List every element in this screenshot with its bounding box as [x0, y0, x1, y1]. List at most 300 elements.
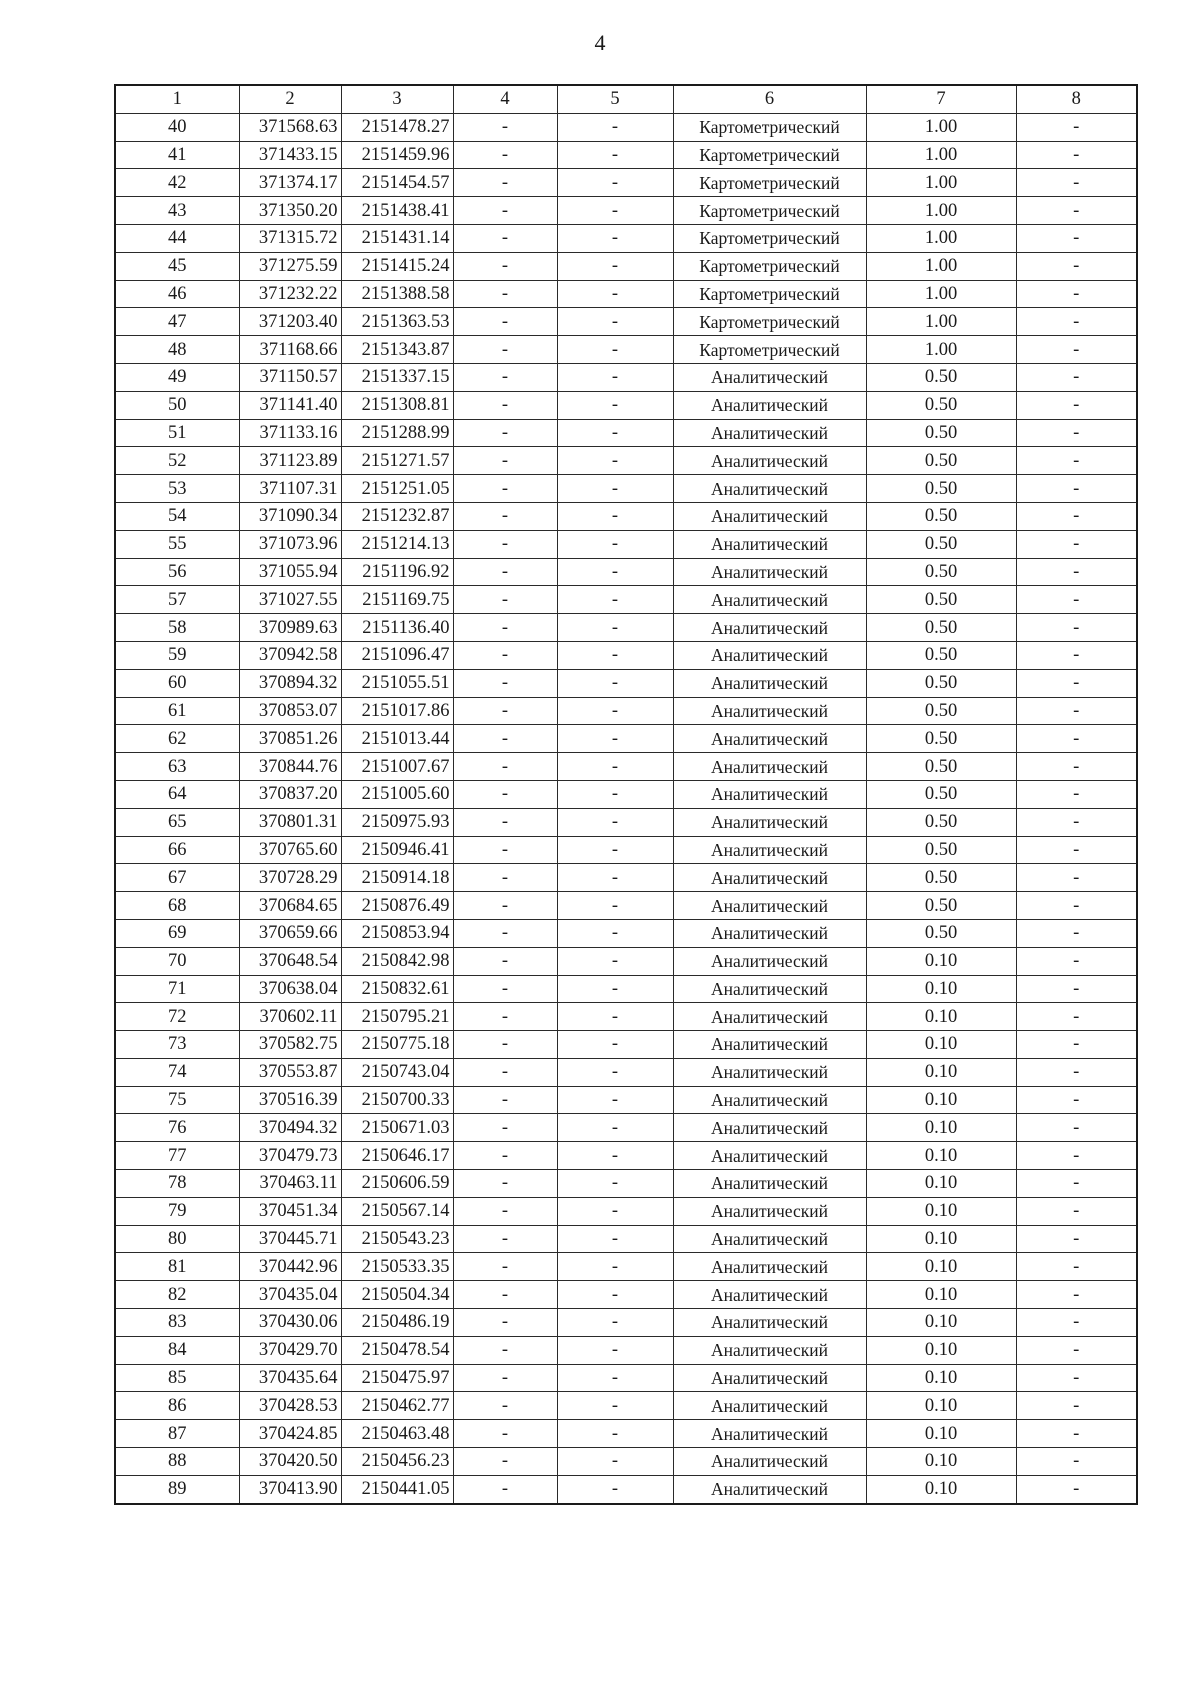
cell-accuracy: 1.00	[866, 224, 1016, 252]
cell-point-number: 88	[115, 1448, 239, 1476]
cell-accuracy: 0.50	[866, 586, 1016, 614]
cell-point-number: 47	[115, 308, 239, 336]
cell-method: Аналитический	[673, 1058, 866, 1086]
cell-point-number: 41	[115, 141, 239, 169]
cell-x-coordinate: 371150.57	[239, 363, 341, 391]
cell-method: Аналитический	[673, 1003, 866, 1031]
cell-method: Аналитический	[673, 1031, 866, 1059]
cell-col-4: -	[453, 169, 557, 197]
cell-col-5: -	[557, 1225, 673, 1253]
cell-y-coordinate: 2151454.57	[341, 169, 453, 197]
cell-col-5: -	[557, 1086, 673, 1114]
cell-accuracy: 1.00	[866, 141, 1016, 169]
cell-col-5: -	[557, 530, 673, 558]
cell-accuracy: 0.10	[866, 975, 1016, 1003]
cell-col-5: -	[557, 475, 673, 503]
cell-method: Аналитический	[673, 836, 866, 864]
cell-method: Аналитический	[673, 1336, 866, 1364]
cell-method: Аналитический	[673, 1364, 866, 1392]
cell-x-coordinate: 371168.66	[239, 336, 341, 364]
table-row	[115, 975, 1137, 1003]
cell-method: Аналитический	[673, 1170, 866, 1198]
cell-col-8: -	[1016, 1197, 1137, 1225]
table-row	[115, 391, 1137, 419]
table-row	[115, 1364, 1137, 1392]
cell-accuracy: 0.10	[866, 1281, 1016, 1309]
cell-col-8: -	[1016, 308, 1137, 336]
cell-col-4: -	[453, 363, 557, 391]
cell-x-coordinate: 371073.96	[239, 530, 341, 558]
cell-method: Аналитический	[673, 586, 866, 614]
cell-point-number: 67	[115, 864, 239, 892]
cell-accuracy: 1.00	[866, 308, 1016, 336]
table-row	[115, 1420, 1137, 1448]
cell-x-coordinate: 371232.22	[239, 280, 341, 308]
cell-col-4: -	[453, 1170, 557, 1198]
table-row	[115, 558, 1137, 586]
cell-col-5: -	[557, 697, 673, 725]
cell-x-coordinate: 370479.73	[239, 1142, 341, 1170]
cell-accuracy: 0.50	[866, 864, 1016, 892]
cell-col-4: -	[453, 808, 557, 836]
cell-col-8: -	[1016, 1392, 1137, 1420]
table-row	[115, 1475, 1137, 1503]
cell-method: Картометрический	[673, 308, 866, 336]
cell-y-coordinate: 2151271.57	[341, 447, 453, 475]
cell-method: Аналитический	[673, 864, 866, 892]
cell-point-number: 55	[115, 530, 239, 558]
table-row	[115, 169, 1137, 197]
table-row	[115, 586, 1137, 614]
cell-col-8: -	[1016, 1475, 1137, 1503]
cell-method: Аналитический	[673, 697, 866, 725]
cell-x-coordinate: 371374.17	[239, 169, 341, 197]
cell-accuracy: 1.00	[866, 113, 1016, 141]
cell-col-8: -	[1016, 975, 1137, 1003]
cell-col-4: -	[453, 197, 557, 225]
cell-accuracy: 0.50	[866, 641, 1016, 669]
cell-point-number: 50	[115, 391, 239, 419]
table-row	[115, 1448, 1137, 1476]
cell-col-4: -	[453, 1253, 557, 1281]
cell-col-4: -	[453, 975, 557, 1003]
cell-y-coordinate: 2151096.47	[341, 641, 453, 669]
table-row	[115, 363, 1137, 391]
column-header-8: 8	[1016, 85, 1137, 113]
cell-y-coordinate: 2150842.98	[341, 947, 453, 975]
cell-method: Аналитический	[673, 753, 866, 781]
cell-point-number: 68	[115, 892, 239, 920]
cell-accuracy: 0.50	[866, 447, 1016, 475]
cell-x-coordinate: 371350.20	[239, 197, 341, 225]
cell-x-coordinate: 371568.63	[239, 113, 341, 141]
cell-point-number: 60	[115, 669, 239, 697]
cell-x-coordinate: 371107.31	[239, 475, 341, 503]
cell-x-coordinate: 370430.06	[239, 1309, 341, 1337]
cell-x-coordinate: 370516.39	[239, 1086, 341, 1114]
cell-point-number: 83	[115, 1309, 239, 1337]
cell-x-coordinate: 371275.59	[239, 252, 341, 280]
cell-point-number: 61	[115, 697, 239, 725]
cell-y-coordinate: 2151055.51	[341, 669, 453, 697]
cell-x-coordinate: 370413.90	[239, 1475, 341, 1503]
cell-point-number: 62	[115, 725, 239, 753]
cell-col-5: -	[557, 169, 673, 197]
cell-col-4: -	[453, 1420, 557, 1448]
cell-y-coordinate: 2151415.24	[341, 252, 453, 280]
cell-col-8: -	[1016, 169, 1137, 197]
cell-accuracy: 0.50	[866, 892, 1016, 920]
cell-accuracy: 0.10	[866, 1225, 1016, 1253]
cell-point-number: 65	[115, 808, 239, 836]
cell-point-number: 43	[115, 197, 239, 225]
cell-col-5: -	[557, 586, 673, 614]
cell-x-coordinate: 370844.76	[239, 753, 341, 781]
cell-col-4: -	[453, 391, 557, 419]
cell-col-4: -	[453, 864, 557, 892]
cell-accuracy: 0.50	[866, 530, 1016, 558]
cell-col-5: -	[557, 1448, 673, 1476]
table-row	[115, 280, 1137, 308]
cell-col-5: -	[557, 1364, 673, 1392]
cell-col-8: -	[1016, 141, 1137, 169]
cell-point-number: 54	[115, 502, 239, 530]
cell-col-8: -	[1016, 447, 1137, 475]
cell-method: Картометрический	[673, 113, 866, 141]
table-row	[115, 1170, 1137, 1198]
cell-method: Картометрический	[673, 141, 866, 169]
cell-col-5: -	[557, 947, 673, 975]
cell-col-4: -	[453, 919, 557, 947]
cell-col-4: -	[453, 614, 557, 642]
cell-col-8: -	[1016, 1364, 1137, 1392]
cell-col-8: -	[1016, 558, 1137, 586]
cell-method: Аналитический	[673, 475, 866, 503]
cell-y-coordinate: 2150832.61	[341, 975, 453, 1003]
cell-col-5: -	[557, 558, 673, 586]
cell-col-5: -	[557, 864, 673, 892]
cell-col-5: -	[557, 502, 673, 530]
cell-col-5: -	[557, 614, 673, 642]
cell-point-number: 76	[115, 1114, 239, 1142]
cell-point-number: 59	[115, 641, 239, 669]
cell-method: Аналитический	[673, 447, 866, 475]
table-row	[115, 530, 1137, 558]
cell-col-8: -	[1016, 1086, 1137, 1114]
cell-col-5: -	[557, 447, 673, 475]
cell-accuracy: 0.10	[866, 1309, 1016, 1337]
cell-method: Аналитический	[673, 919, 866, 947]
cell-point-number: 53	[115, 475, 239, 503]
cell-x-coordinate: 370424.85	[239, 1420, 341, 1448]
cell-col-4: -	[453, 1225, 557, 1253]
cell-point-number: 70	[115, 947, 239, 975]
cell-y-coordinate: 2150543.23	[341, 1225, 453, 1253]
cell-x-coordinate: 371133.16	[239, 419, 341, 447]
cell-x-coordinate: 371027.55	[239, 586, 341, 614]
column-header-5: 5	[557, 85, 673, 113]
cell-col-4: -	[453, 1114, 557, 1142]
cell-col-4: -	[453, 308, 557, 336]
cell-y-coordinate: 2151232.87	[341, 502, 453, 530]
cell-y-coordinate: 2151431.14	[341, 224, 453, 252]
cell-x-coordinate: 370451.34	[239, 1197, 341, 1225]
cell-accuracy: 0.10	[866, 1031, 1016, 1059]
cell-point-number: 45	[115, 252, 239, 280]
cell-method: Аналитический	[673, 1448, 866, 1476]
cell-accuracy: 0.10	[866, 1448, 1016, 1476]
cell-col-8: -	[1016, 1170, 1137, 1198]
table-row	[115, 1392, 1137, 1420]
cell-col-5: -	[557, 1003, 673, 1031]
column-header-3: 3	[341, 85, 453, 113]
cell-col-4: -	[453, 1058, 557, 1086]
cell-y-coordinate: 2150475.97	[341, 1364, 453, 1392]
cell-accuracy: 0.10	[866, 1475, 1016, 1503]
cell-method: Картометрический	[673, 197, 866, 225]
cell-accuracy: 0.10	[866, 1420, 1016, 1448]
cell-accuracy: 0.10	[866, 1364, 1016, 1392]
cell-col-8: -	[1016, 1225, 1137, 1253]
cell-y-coordinate: 2150462.77	[341, 1392, 453, 1420]
cell-accuracy: 0.50	[866, 808, 1016, 836]
cell-point-number: 42	[115, 169, 239, 197]
cell-point-number: 58	[115, 614, 239, 642]
cell-col-8: -	[1016, 1114, 1137, 1142]
table-row	[115, 1309, 1137, 1337]
cell-point-number: 64	[115, 780, 239, 808]
cell-col-4: -	[453, 892, 557, 920]
cell-y-coordinate: 2151363.53	[341, 308, 453, 336]
column-header-1: 1	[115, 85, 239, 113]
cell-col-5: -	[557, 224, 673, 252]
cell-col-4: -	[453, 280, 557, 308]
cell-col-8: -	[1016, 697, 1137, 725]
table-row	[115, 336, 1137, 364]
cell-y-coordinate: 2151013.44	[341, 725, 453, 753]
cell-method: Аналитический	[673, 614, 866, 642]
cell-point-number: 72	[115, 1003, 239, 1031]
cell-col-8: -	[1016, 669, 1137, 697]
table-body	[115, 113, 1137, 1503]
cell-accuracy: 0.50	[866, 502, 1016, 530]
cell-col-5: -	[557, 1058, 673, 1086]
cell-col-8: -	[1016, 391, 1137, 419]
cell-accuracy: 0.10	[866, 1142, 1016, 1170]
cell-y-coordinate: 2150567.14	[341, 1197, 453, 1225]
cell-col-8: -	[1016, 1142, 1137, 1170]
cell-point-number: 80	[115, 1225, 239, 1253]
table-row	[115, 1142, 1137, 1170]
table-row	[115, 864, 1137, 892]
cell-col-5: -	[557, 113, 673, 141]
cell-accuracy: 0.50	[866, 836, 1016, 864]
table-row	[115, 1253, 1137, 1281]
cell-col-4: -	[453, 641, 557, 669]
cell-x-coordinate: 370429.70	[239, 1336, 341, 1364]
cell-accuracy: 0.50	[866, 725, 1016, 753]
cell-point-number: 71	[115, 975, 239, 1003]
cell-x-coordinate: 370442.96	[239, 1253, 341, 1281]
cell-x-coordinate: 371315.72	[239, 224, 341, 252]
cell-x-coordinate: 370765.60	[239, 836, 341, 864]
cell-col-4: -	[453, 336, 557, 364]
cell-y-coordinate: 2151251.05	[341, 475, 453, 503]
cell-point-number: 77	[115, 1142, 239, 1170]
cell-method: Аналитический	[673, 558, 866, 586]
cell-x-coordinate: 370553.87	[239, 1058, 341, 1086]
cell-col-4: -	[453, 753, 557, 781]
cell-accuracy: 0.10	[866, 1086, 1016, 1114]
cell-accuracy: 0.10	[866, 1003, 1016, 1031]
cell-y-coordinate: 2150441.05	[341, 1475, 453, 1503]
cell-method: Аналитический	[673, 947, 866, 975]
cell-col-4: -	[453, 1197, 557, 1225]
cell-col-5: -	[557, 1309, 673, 1337]
cell-x-coordinate: 370428.53	[239, 1392, 341, 1420]
cell-y-coordinate: 2151196.92	[341, 558, 453, 586]
cell-col-5: -	[557, 1114, 673, 1142]
cell-accuracy: 0.50	[866, 753, 1016, 781]
cell-col-5: -	[557, 641, 673, 669]
cell-point-number: 56	[115, 558, 239, 586]
cell-col-4: -	[453, 447, 557, 475]
cell-x-coordinate: 370445.71	[239, 1225, 341, 1253]
cell-accuracy: 0.10	[866, 1197, 1016, 1225]
cell-y-coordinate: 2151136.40	[341, 614, 453, 642]
table-row	[115, 224, 1137, 252]
cell-col-8: -	[1016, 864, 1137, 892]
cell-col-4: -	[453, 1309, 557, 1337]
column-header-4: 4	[453, 85, 557, 113]
cell-y-coordinate: 2150606.59	[341, 1170, 453, 1198]
cell-method: Аналитический	[673, 1420, 866, 1448]
cell-col-5: -	[557, 1253, 673, 1281]
cell-y-coordinate: 2151438.41	[341, 197, 453, 225]
cell-point-number: 73	[115, 1031, 239, 1059]
coordinates-table	[114, 84, 1138, 1505]
cell-accuracy: 1.00	[866, 336, 1016, 364]
cell-col-5: -	[557, 1336, 673, 1364]
cell-col-4: -	[453, 1392, 557, 1420]
cell-col-5: -	[557, 391, 673, 419]
cell-accuracy: 0.50	[866, 558, 1016, 586]
cell-col-5: -	[557, 919, 673, 947]
cell-method: Аналитический	[673, 1142, 866, 1170]
cell-accuracy: 0.10	[866, 1336, 1016, 1364]
cell-col-5: -	[557, 892, 673, 920]
cell-method: Аналитический	[673, 1225, 866, 1253]
cell-col-5: -	[557, 308, 673, 336]
cell-y-coordinate: 2150795.21	[341, 1003, 453, 1031]
cell-x-coordinate: 371123.89	[239, 447, 341, 475]
cell-x-coordinate: 370435.64	[239, 1364, 341, 1392]
cell-y-coordinate: 2151337.15	[341, 363, 453, 391]
cell-method: Аналитический	[673, 725, 866, 753]
table-row	[115, 475, 1137, 503]
cell-col-5: -	[557, 725, 673, 753]
cell-col-8: -	[1016, 363, 1137, 391]
cell-col-4: -	[453, 141, 557, 169]
cell-x-coordinate: 370602.11	[239, 1003, 341, 1031]
cell-col-4: -	[453, 586, 557, 614]
table-row	[115, 1114, 1137, 1142]
cell-y-coordinate: 2151388.58	[341, 280, 453, 308]
cell-x-coordinate: 370728.29	[239, 864, 341, 892]
cell-col-8: -	[1016, 419, 1137, 447]
cell-y-coordinate: 2151343.87	[341, 336, 453, 364]
table-row	[115, 419, 1137, 447]
cell-y-coordinate: 2150671.03	[341, 1114, 453, 1142]
cell-point-number: 44	[115, 224, 239, 252]
cell-y-coordinate: 2150946.41	[341, 836, 453, 864]
cell-point-number: 51	[115, 419, 239, 447]
column-header-6: 6	[673, 85, 866, 113]
cell-x-coordinate: 370582.75	[239, 1031, 341, 1059]
cell-accuracy: 0.10	[866, 1058, 1016, 1086]
cell-col-4: -	[453, 1475, 557, 1503]
cell-col-8: -	[1016, 892, 1137, 920]
cell-col-5: -	[557, 197, 673, 225]
cell-method: Аналитический	[673, 669, 866, 697]
cell-col-4: -	[453, 1086, 557, 1114]
cell-col-5: -	[557, 1197, 673, 1225]
cell-col-5: -	[557, 836, 673, 864]
cell-col-4: -	[453, 669, 557, 697]
cell-accuracy: 0.50	[866, 697, 1016, 725]
cell-point-number: 69	[115, 919, 239, 947]
cell-point-number: 63	[115, 753, 239, 781]
cell-col-4: -	[453, 502, 557, 530]
cell-point-number: 87	[115, 1420, 239, 1448]
column-header-2: 2	[239, 85, 341, 113]
cell-col-8: -	[1016, 1281, 1137, 1309]
cell-col-8: -	[1016, 1058, 1137, 1086]
cell-x-coordinate: 371141.40	[239, 391, 341, 419]
cell-col-8: -	[1016, 641, 1137, 669]
cell-method: Аналитический	[673, 530, 866, 558]
cell-y-coordinate: 2150700.33	[341, 1086, 453, 1114]
cell-col-8: -	[1016, 1309, 1137, 1337]
cell-col-4: -	[453, 1364, 557, 1392]
cell-x-coordinate: 370638.04	[239, 975, 341, 1003]
cell-col-8: -	[1016, 808, 1137, 836]
cell-y-coordinate: 2150478.54	[341, 1336, 453, 1364]
cell-x-coordinate: 370659.66	[239, 919, 341, 947]
cell-col-8: -	[1016, 836, 1137, 864]
table-row	[115, 892, 1137, 920]
cell-col-5: -	[557, 280, 673, 308]
cell-col-8: -	[1016, 502, 1137, 530]
cell-col-8: -	[1016, 586, 1137, 614]
cell-col-8: -	[1016, 1031, 1137, 1059]
table-row	[115, 1225, 1137, 1253]
cell-method: Аналитический	[673, 363, 866, 391]
cell-method: Аналитический	[673, 1114, 866, 1142]
table-row	[115, 1281, 1137, 1309]
cell-y-coordinate: 2151005.60	[341, 780, 453, 808]
cell-col-5: -	[557, 753, 673, 781]
table-row	[115, 252, 1137, 280]
cell-method: Картометрический	[673, 336, 866, 364]
cell-y-coordinate: 2150853.94	[341, 919, 453, 947]
cell-method: Аналитический	[673, 1392, 866, 1420]
table-row	[115, 836, 1137, 864]
cell-x-coordinate: 370684.65	[239, 892, 341, 920]
cell-y-coordinate: 2150775.18	[341, 1031, 453, 1059]
cell-col-5: -	[557, 1420, 673, 1448]
cell-col-4: -	[453, 1336, 557, 1364]
